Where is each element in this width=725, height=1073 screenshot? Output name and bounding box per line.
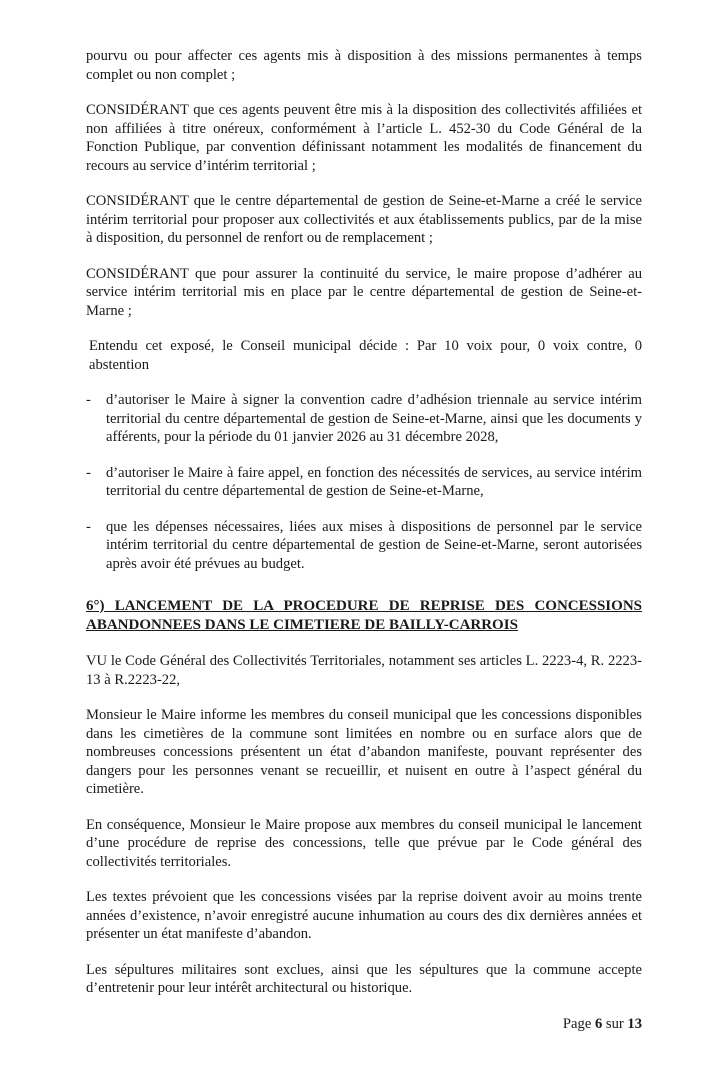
page-total: 13 (627, 1015, 642, 1032)
section-heading: 6°) LANCEMENT DE LA PROCEDURE DE REPRISE DES CONCESSIONS ABANDONNEES DANS LE CIMETIERE DE BAILLY-CARROIS (86, 598, 642, 633)
paragraph-vu: VU le Code Général des Collectivités Territoriales, notamment ses articles L. 2223-4, R. 2223-13 à R.2223-22, (86, 653, 642, 688)
paragraph-sepultures: Les sépultures militaires sont exclues, ainsi que les sépultures que la commune accepte d’entretenir pour leur intérêt architectural ou historique. (86, 961, 642, 996)
paragraph-considerant-2: CONSIDÉRANT que le centre départemental de gestion de Seine-et-Marne a créé le service intérim territorial pour proposer aux collectivités et aux établissements publics, par de la mise à disposition, du personnel de renfort ou de remplacement ; (86, 193, 642, 246)
paragraph-maire-informe: Monsieur le Maire informe les membres du conseil municipal que les concessions disponibles dans les cimetières de la commune sont limitées en nombre ou en surface alors que de nombreuses concessions présentent un état d’abandon manifeste, pouvant représenter des dangers pour les personnes venant se recueillir, et nuisent en outre à l’aspect général du cimetière. (86, 707, 642, 797)
paragraph-considerant-3: CONSIDÉRANT que pour assurer la continuité du service, le maire propose d’adhérer au service intérim territorial mis en place par le centre départemental de gestion de Seine-et-Marne ; (86, 265, 642, 319)
decision-text: que les dépenses nécessaires, liées aux mises à dispositions de personnel par le service intérim territorial du centre départemental de gestion de Seine-et-Marne, seront autorisées après avoir été prévues au budget. (106, 518, 642, 572)
decision-text: d’autoriser le Maire à faire appel, en fonction des nécessités de services, au service intérim territorial du centre départemental de gestion de Seine-et-Marne, (106, 464, 642, 499)
decision-item (86, 464, 642, 501)
of-label: sur (605, 1015, 624, 1032)
dash-bullet: - (86, 518, 91, 535)
paragraph-vote: Entendu cet exposé, le Conseil municipal décide : Par 10 voix pour, 0 voix contre, 0 abstention (89, 338, 642, 373)
decision-item (86, 391, 642, 447)
page-label: Page (562, 1015, 592, 1032)
paragraph-consequence: En conséquence, Monsieur le Maire propose aux membres du conseil municipal le lancement d’une procédure de reprise des concessions, telle que prévue par le Code général des collectivités territoriales. (86, 816, 642, 870)
page-current: 6 (594, 1015, 603, 1032)
paragraph-considerant-1: CONSIDÉRANT que ces agents peuvent être mis à la disposition des collectivités affiliées et non affiliées à titre onéreux, conformément à l’article L. 452-30 du Code Général de la Fonction Publique, par convention définissant notamment les modalités de financement du recours au service d’intérim territorial ; (86, 102, 642, 174)
decision-list (86, 391, 642, 573)
dash-bullet: - (86, 464, 91, 481)
paragraph-continuation: pourvu ou pour affecter ces agents mis à disposition à des missions permanentes à temps complet ou non complet ; (86, 48, 642, 83)
decision-item (86, 518, 642, 574)
decision-text: d’autoriser le Maire à signer la convention cadre d’adhésion triennale au service intérim territorial du centre départemental de gestion de Seine-et-Marne, ainsi que les documents y afférents, pour la période du 01 janvier 2026 au 31 décembre 2028, (106, 392, 642, 445)
dash-bullet: - (86, 392, 91, 408)
paragraph-textes: Les textes prévoient que les concessions visées par la reprise doivent avoir au moins trente années d’existence, n’avoir enregistré aucune inhumation au cours des dix dernières années et présenter un état manifeste d’abandon. (86, 889, 642, 942)
